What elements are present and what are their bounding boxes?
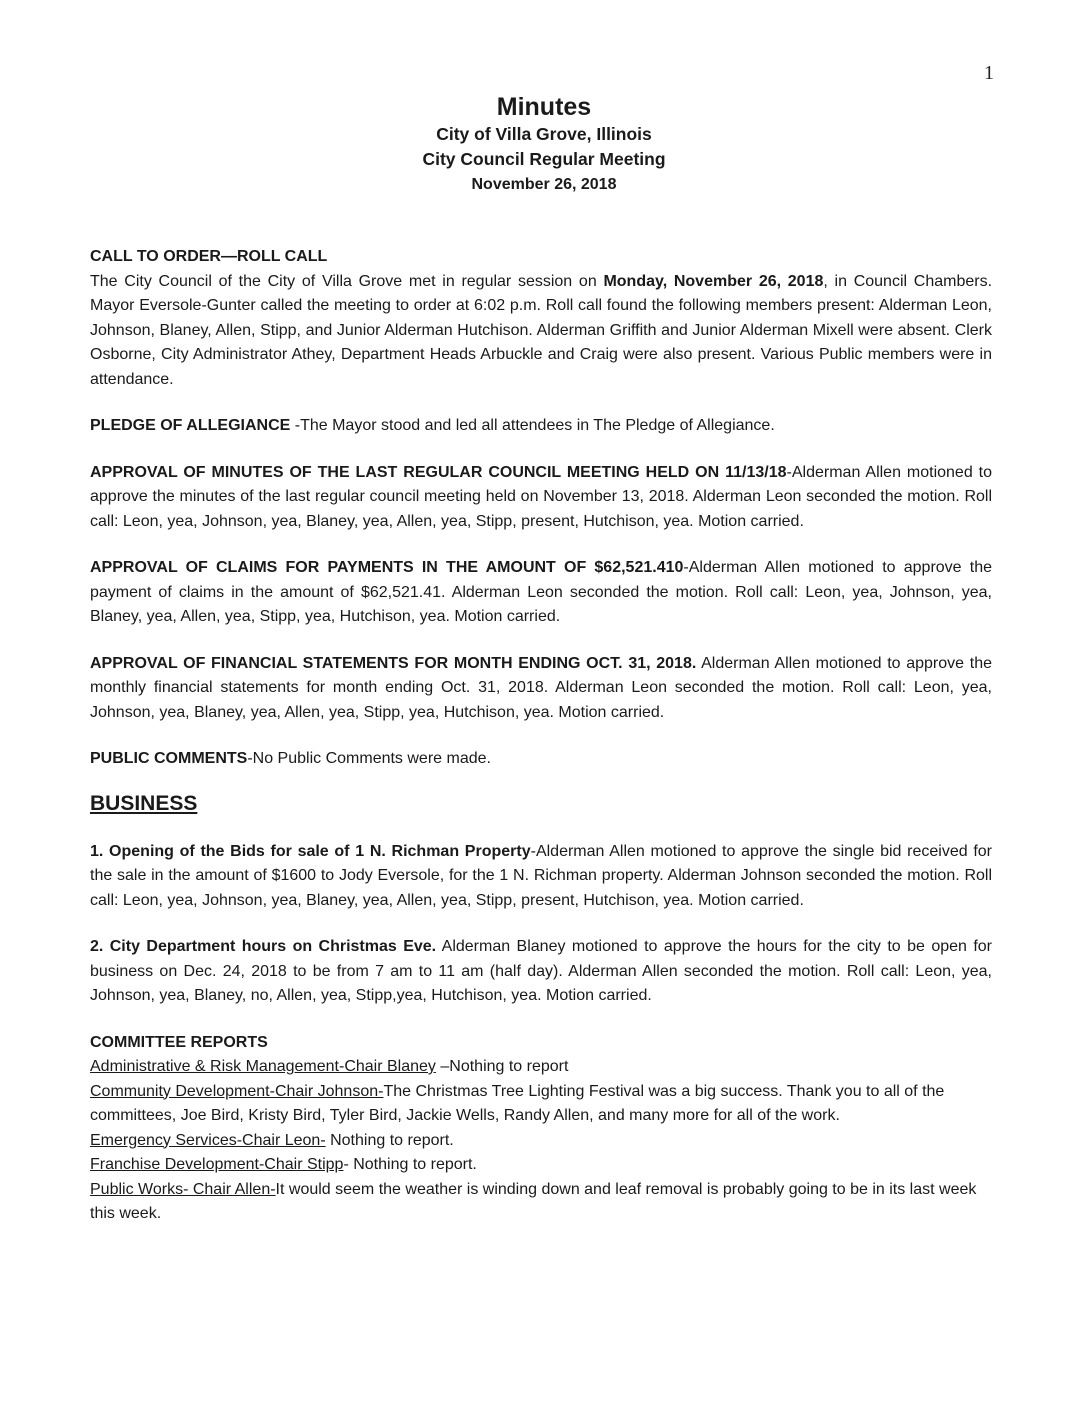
call-to-order-text bbox=[90, 270, 992, 393]
minutes-approval-section bbox=[90, 461, 992, 535]
committee-report bbox=[90, 1178, 992, 1227]
call-to-order-text-part2: , in Council Chambers. Mayor Eversole-Gunter called the meeting to order at 6:02 p.m. Roll call found the following members present: Alderman Leon, Johnson, Blaney, Allen, Stipp, and Junior Alderman Hutchison. Alderman Griffith and Junior Alderman Mixell were absent. Clerk Osborne, City Administrator Athey, Department Heads Arbuckle and Craig were also present. Various Public members were in attendance. bbox=[90, 272, 993, 388]
public-comments-section bbox=[90, 747, 992, 772]
document-title: Minutes bbox=[496, 93, 592, 121]
business-item-paragraph bbox=[90, 935, 992, 1009]
business-item-heading: 1. Opening of the Bids for sale of 1 N. Richman Property bbox=[90, 842, 531, 860]
financial-approval-text: Alderman Allen motioned to approve the monthly financial statements for month ending Oct. 31, 2018. Alderman Leon seconded the motion. Roll call: Leon, yea, Johnson, yea, Blaney, yea, Allen, yea, Stipp, yea, Hutchison, yea. Motion carried. bbox=[90, 654, 992, 721]
business-item-heading: 2. City Department hours on Christmas Eve. bbox=[90, 938, 437, 955]
committee-report bbox=[90, 1080, 992, 1129]
pledge-section bbox=[90, 414, 992, 439]
committee-chair: Administrative & Risk Management-Chair Blaney bbox=[90, 1058, 436, 1075]
business-item-text: -Alderman Allen motioned to approve the single bid received for the sale in the amount of $1600 to Jody Eversole, for the 1 N. Richman property. Alderman Johnson seconded the motion. Roll call: Leon, yea, Johnson, yea, Blaney, yea, Allen, yea, Stipp, present, Hutchison, yea. Motion carried. bbox=[90, 842, 992, 909]
minutes-approval-text: -Alderman Allen motioned to approve the minutes of the last regular council meeting held on November 13, 2018. Alderman Leon seconded the motion. Roll call: Leon, yea, Johnson, yea, Blaney, yea, Allen, yea, Stipp, present, Hutchison, yea. Motion carried. bbox=[90, 463, 993, 530]
document-header bbox=[0, 92, 1088, 197]
public-comments-paragraph bbox=[90, 747, 992, 772]
meeting-date: November 26, 2018 bbox=[471, 176, 617, 193]
committee-report-text: The Christmas Tree Lighting Festival was a big success. Thank you to all of the committees, Joe Bird, Kristy Bird, Tyler Bird, Jackie Wells, Randy Allen, and many more for all of the work. bbox=[90, 1082, 945, 1124]
committee-report bbox=[90, 1153, 992, 1178]
committee-chair: Emergency Services-Chair Leon- bbox=[90, 1131, 326, 1149]
business-item bbox=[90, 935, 992, 1009]
public-comments-text: -No Public Comments were made. bbox=[247, 750, 491, 767]
call-to-order-text-part1: The City Council of the City of Villa Grove met in regular session on bbox=[90, 272, 604, 290]
meeting-type: City Council Regular Meeting bbox=[422, 149, 666, 169]
committee-report-text: –Nothing to report bbox=[435, 1058, 569, 1075]
public-comments-heading: PUBLIC COMMENTS bbox=[90, 750, 248, 767]
financial-approval-paragraph bbox=[90, 652, 992, 726]
business-heading: BUSINESS bbox=[90, 791, 198, 815]
page-number: 1 bbox=[984, 62, 994, 84]
business-item-text: Alderman Blaney motioned to approve the hours for the city to be open for business on Dec. 24, 2018 to be from 7 am to 11 am (half day). Alderman Allen seconded the motion. Roll call: Leon, yea, Johnson, yea, Blaney, no, Allen, yea, Stipp,yea, Hutchison, yea. Motion carried. bbox=[90, 938, 992, 1004]
city-name: City of Villa Grove, Illinois bbox=[436, 124, 652, 144]
committee-report bbox=[90, 1129, 992, 1154]
committee-chair: Franchise Development-Chair Stipp bbox=[90, 1156, 344, 1173]
minutes-approval-paragraph bbox=[90, 461, 992, 535]
call-to-order-heading: CALL TO ORDER—ROLL CALL bbox=[90, 248, 328, 265]
committee-reports-heading: COMMITTEE REPORTS bbox=[90, 1033, 268, 1051]
committee-reports-section bbox=[90, 1031, 992, 1227]
committee-chair: Community Development-Chair Johnson- bbox=[90, 1082, 384, 1100]
minutes-body bbox=[90, 245, 992, 1227]
financial-approval-heading: APPROVAL OF FINANCIAL STATEMENTS FOR MONTH ENDING OCT. 31, 2018. bbox=[90, 654, 697, 672]
committee-report bbox=[90, 1055, 992, 1080]
committee-chair: Public Works- Chair Allen- bbox=[90, 1180, 276, 1198]
business-item bbox=[90, 840, 992, 914]
call-to-order-date: Monday, November 26, 2018 bbox=[603, 272, 824, 290]
pledge-paragraph bbox=[90, 414, 992, 439]
call-to-order-section bbox=[90, 245, 992, 392]
financial-approval-section bbox=[90, 652, 992, 726]
minutes-approval-heading: APPROVAL OF MINUTES OF THE LAST REGULAR COUNCIL MEETING HELD ON 11/13/18 bbox=[90, 463, 787, 481]
business-item-paragraph bbox=[90, 840, 992, 914]
committee-report-text: - Nothing to report. bbox=[343, 1156, 477, 1173]
pledge-heading: PLEDGE OF ALLEGIANCE bbox=[90, 417, 295, 434]
committee-report-text: It would seem the weather is winding down and leaf removal is probably going to be in its last week this week. bbox=[90, 1180, 977, 1222]
pledge-text: -The Mayor stood and led all attendees in The Pledge of Allegiance. bbox=[294, 417, 775, 434]
claims-approval-heading: APPROVAL OF CLAIMS FOR PAYMENTS IN THE AMOUNT OF $62,521.410 bbox=[90, 559, 684, 576]
claims-approval-paragraph bbox=[90, 556, 992, 630]
claims-approval-section bbox=[90, 556, 992, 630]
committee-report-text: Nothing to report. bbox=[325, 1131, 454, 1149]
claims-approval-text: -Alderman Allen motioned to approve the payment of claims in the amount of $62,521.41. Alderman Leon seconded the motion. Roll call: Leon, yea, Johnson, yea, Blaney, yea, Allen, yea, Stipp, yea, Hutchison, yea. Motion carried. bbox=[90, 559, 992, 625]
